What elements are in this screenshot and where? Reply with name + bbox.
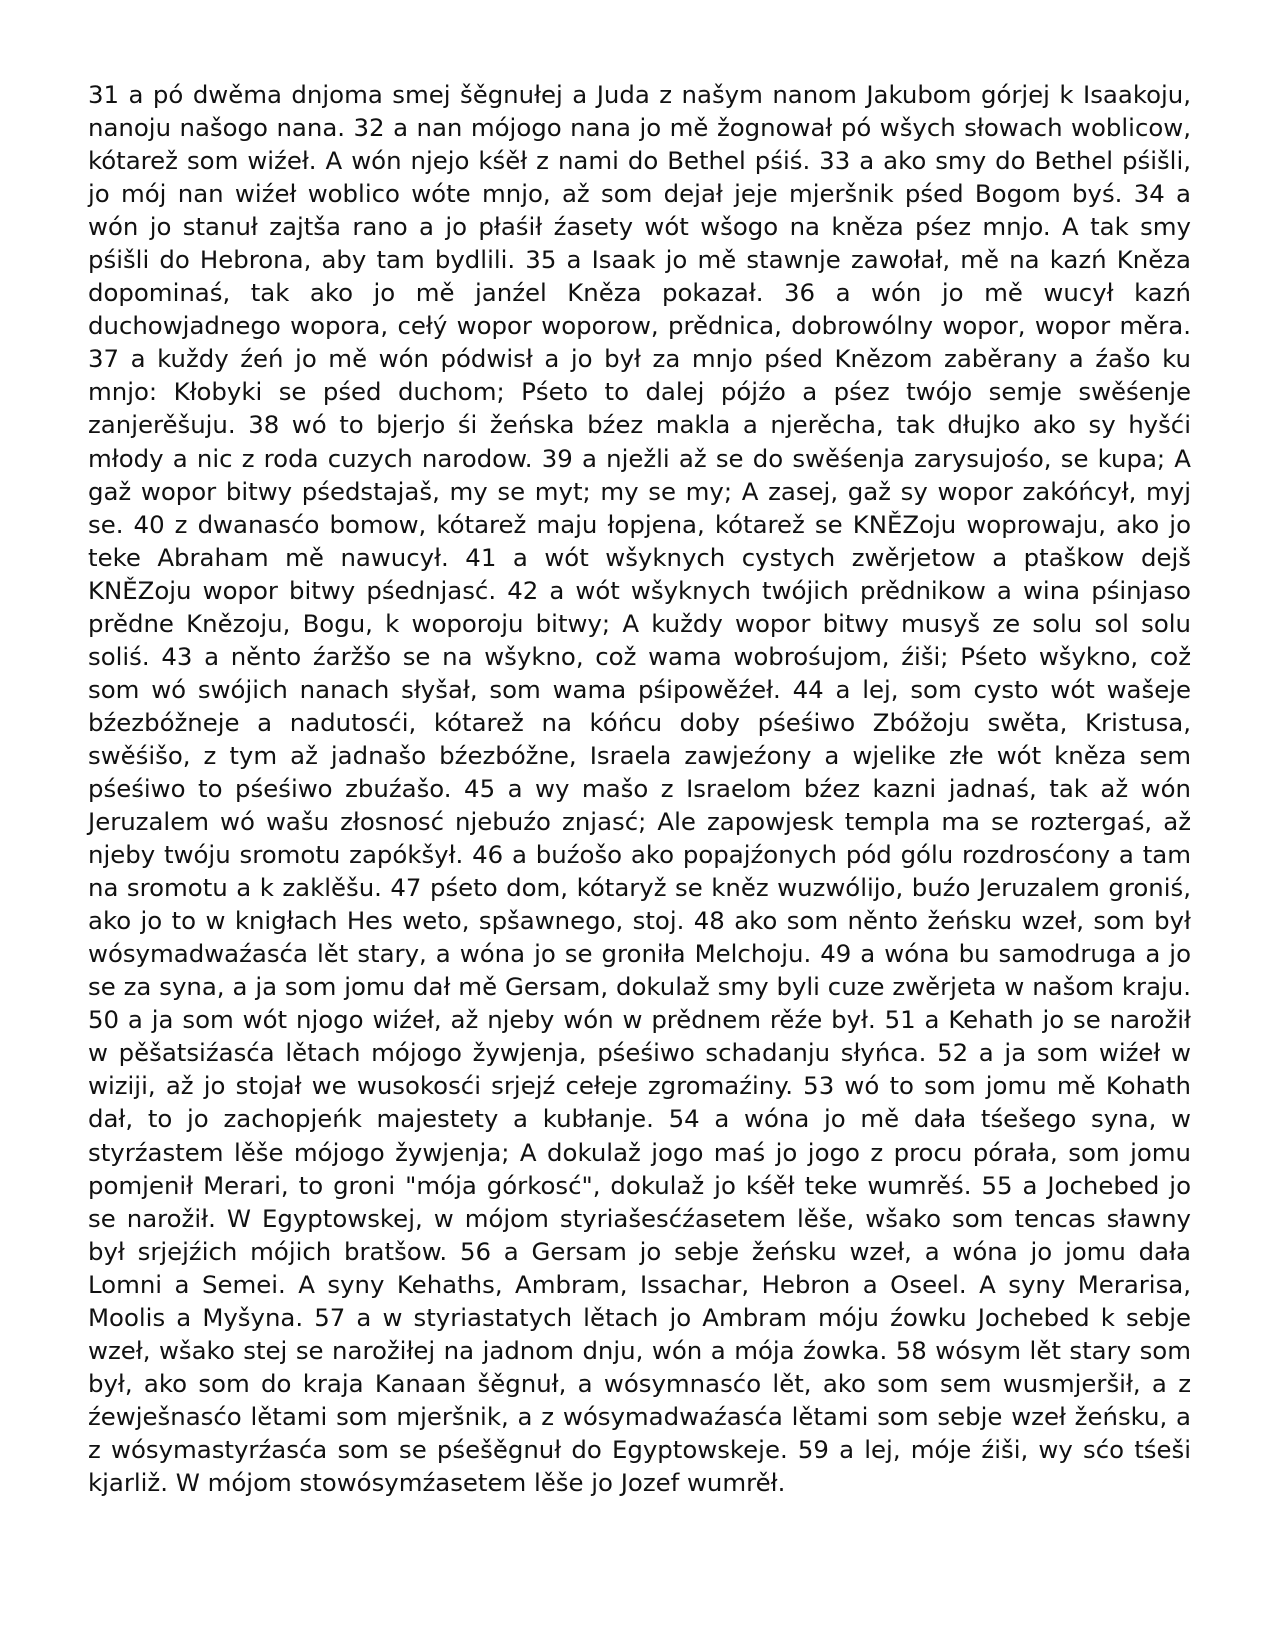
document-page [88, 78, 1191, 1499]
body-paragraph: 31 a pó dwěma dnjoma smej šěgnułej a Juda z našym nanom Jakubom górjej k Isaakoju, nanoju našogo nana. 32 a nan mójogo nana jo mě žognował pó wšych słowach woblicow, kótarež som wiźeł. A wón njejo kśěł z nami do Bethel pśiś. 33 a ako smy do Bethel pśišli, jo mój nan wiźeł woblico wóte mnjo, až som dejał jeje mjeršnik pśed Bogom byś. 34 a wón jo stanuł zajtša rano a jo płaśił źasety wót wšogo na kněza pśez mnjo. A tak smy pśišli do Hebrona, aby tam bydlili. 35 a Isaak jo mě stawnje zawołał, mě na kazń Kněza dopominaś, tak ako jo mě janźel Kněza pokazał. 36 a wón jo mě wucył kazń duchowjadnego wopora, cełý wopor woporow, prědnica, dobrowólny wopor, wopor měra. 37 a kuždy źeń jo mě wón pódwisł a jo był za mnjo pśed Knězom zaběrany a źašo ku mnjo: Kłobyki se pśed duchom; Pśeto to dalej pójźo a pśez twójo semje swěśenje zanjerěšuju. 38 wó to bjerjo śi žeńska bźez makla a njerěcha, tak dłujko ako sy hyšći młody a nic z roda cuzych narodow. 39 a njеžli až se do swěśenja zarysujośo, se kupa; A gaž wopor bitwy pśedstajaš, my se myt; my se my; A zasej, gaž sy wopor zakóńcył, myj se. 40 z dwanasćo bomow, kótarež maju łopjena, kótarež se KNĚZoju woprowaju, ako jo teke Abraham mě nawucył. 41 a wót wšyknych cystych zwěrjetow a ptaškow dejš KNĚZoju wopor bitwy pśednjasć. 42 a wót wšyknych twójich prědnikow a wina pśinjaso prědne Knězoju, Bogu, k woporoju bitwy; A kuždy wopor bitwy musyš ze solu sol solu soliś. 43 a něnto źaržšo se na wšykno, což wama wobrośujom, źiši; Pśeto wšykno, což som wó swójich nanach słyšał, som wama pśipowěźeł. 44 a lej, som cysto wót wašeje bźezbóžneje a nadutosći, kótarež na kóńcu doby pśeśiwo Zbóžoju swěta, Kristusa, swěśišo, z tym až jadnašo bźezbóžne, Israela zawjeźony a wjelike złe wót kněza sem pśeśiwo to pśeśiwo zbuźašo. 45 a wy mašo z Israelom bźez kazni jadnaś, tak až wón Jeruzalem wó wašu złosnosć njebuźo znjasć; Ale zapowjesk templa ma se roztergaś, až njeby twóju sromotu zapókšył. 46 a buźošo ako popajźonych pód gólu rozdrosćony a tam na sromotu a k zaklěšu. 47 pśeto dom, kótaryž se kněz wuzwólijo, buźo Jeruzalem groniś, ako jo to w knigłach Hes weto, spšawnego, stoj. 48 ako som něnto žeńsku wzeł, som był wósymadwaźasća lět stary, a wóna jo se groniła Melchoju. 49 a wóna bu samodruga a jo se za syna, a ja som jomu dał mě Gersam, dokulaž smy byli cuze zwěrjeta w našom kraju. 50 a ja som wót njogo wiźeł, až njeby wón w prědnem rěźe był. 51 a Kehath jo se narožił w pěšatsiźasća lětach mójogo žywjenja, pśeśiwo schadanju słyńca. 52 a ja som wiźeł w wiziji, až jo stojał we wusokosći srjejź cełeje zgromaźiny. 53 wó to som jomu mě Kohath dał, to jo zachopjeńk majestety a kubłanje. 54 a wóna jo mě dała tśešego syna, w styrźastem lěše mójogo žywjenja; A dokulaž jogo maś jo jogo z procu pórała, som jomu pomjenił Merari, to groni "mója górkosć", dokulaž jo kśěł teke wumrěś. 55 a Jochebed jo se narožił. W Egyptowskej, w mójom styriašesćźasetem lěše, wšako som tencas sławny był srjejźich mójich bratšow. 56 a Gersam jo sebje žeńsku wzeł, a wóna jo jomu dała Lomni a Semei. A syny Kehaths, Ambram, Issachar, Hebron a Oseel. A syny Merarisa, Moolis a Myšyna. 57 a w styriastatych lětach jo Ambram móju źowku Jochebed k sebje wzeł, wšako stej se narožiłej na jadnom dnju, wón a mója źowka. 58 wósym lět stary som był, ako som do kraja Kanaan šěgnuł, a wósymnasćo lět, ako som sem wusmjeršił, a z źewjеšnasćo lětami som mjeršnik, a z wósymadwaźasća lětami som sebje wzeł žeńsku, a z wósymastyrźasća som se pśešěgnuł do Egyptowskeje. 59 a lej, móje źiši, wy sćo tśeši kjarliž. W mójom stowósymźasetem lěše jo Jozef wumrěł. [88, 80, 1191, 1497]
